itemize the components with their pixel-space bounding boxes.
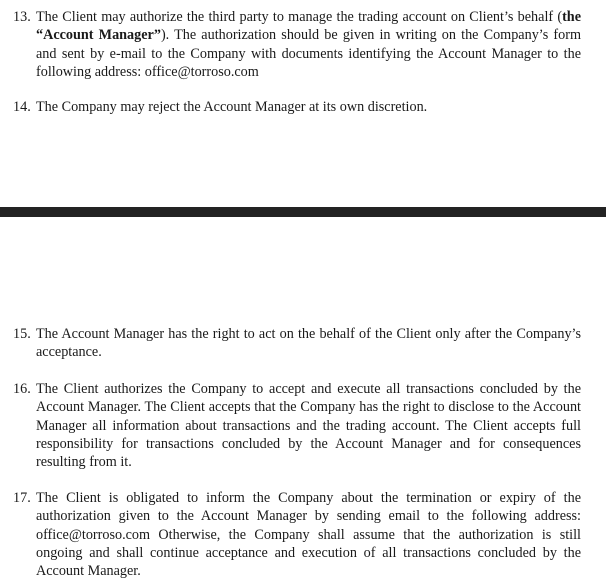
clause-13 bbox=[13, 8, 581, 81]
clause-text bbox=[36, 8, 581, 81]
clause-text: The Client authorizes the Company to accept and execute all transactions concluded by the Account Manager. The Client accepts that the Company has the right to disclose to the Account Manager all information about transactions and the trading account. The Client accepts full responsibility for transactions concluded by the Account Manager and for consequences resulting from it. bbox=[36, 381, 581, 471]
clause-number: 15. bbox=[13, 326, 31, 342]
defined-term-account-manager: the “Account Manager” bbox=[36, 9, 581, 44]
clause-number: 14. bbox=[13, 99, 31, 115]
clause-16 bbox=[13, 380, 581, 471]
clause-number: 17. bbox=[13, 490, 31, 506]
clause-text: The Client is obligated to inform the Company about the termination or expiry of the authorization given to the Account Manager by sending email to the following address: office@torroso.com Otherwise, the Company shall assume that the authorization is still ongoing and shall continue acceptance and execution of all transactions concluded by the Account Manager. bbox=[36, 490, 581, 580]
clause-text-end: ). The authorization should be given in writing on the Company’s form and sent by e-mail to the Company with documents identifying the Account Manager to the following address: office@torroso.com bbox=[36, 27, 581, 80]
clause-text: The Account Manager has the right to act on the behalf of the Client only after the Company’s acceptance. bbox=[36, 326, 581, 361]
clause-15 bbox=[13, 325, 581, 362]
clause-text-start: The Client may authorize the third party to manage the trading account on Client’s behalf ( bbox=[36, 9, 563, 25]
clause-14 bbox=[13, 98, 581, 116]
clause-text: The Company may reject the Account Manager at its own discretion. bbox=[36, 99, 428, 115]
clause-number: 13. bbox=[13, 9, 31, 25]
clause-number: 16. bbox=[13, 381, 31, 397]
page-break-divider bbox=[0, 207, 606, 217]
clause-17 bbox=[13, 489, 581, 580]
